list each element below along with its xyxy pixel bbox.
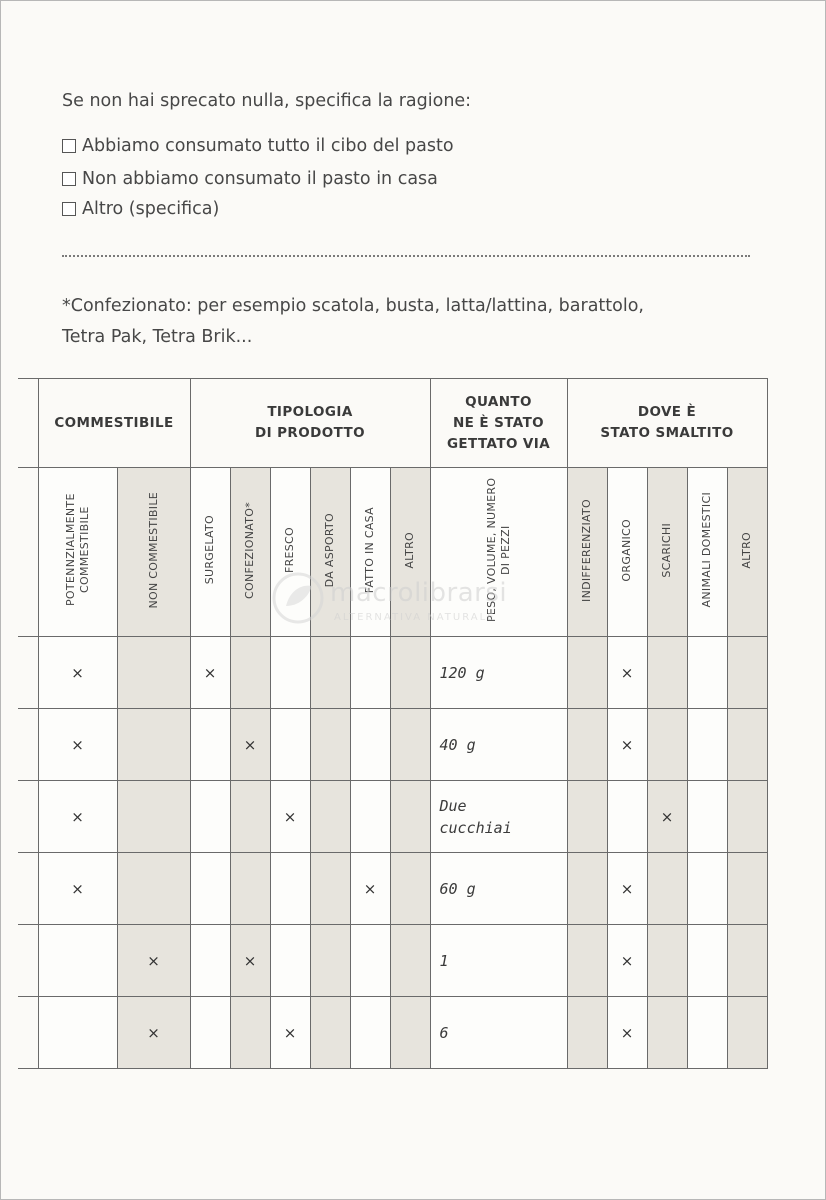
mark-cell[interactable] [117,709,190,781]
footnote-line: *Confezionato: per esempio scatola, busta, latta/lattina, barattolo, [62,296,644,316]
mark-cell[interactable] [567,925,607,997]
mark-cell[interactable] [117,853,190,925]
mark-cell[interactable] [687,853,727,925]
column-header [230,468,270,637]
quantity-cell[interactable] [430,781,567,853]
edge-cell [18,637,38,709]
group-commestibile [38,379,190,468]
mark-cell[interactable]: × [230,709,270,781]
group-dove [567,379,767,468]
group-label: STATO SMALTITO [600,425,734,441]
group-label: GETTATO VIA [446,435,551,452]
quantity-cell[interactable]: 120 g [430,637,567,709]
edge-cell [18,997,38,1069]
checkbox[interactable] [62,172,76,186]
mark-cell[interactable] [647,637,687,709]
option-other[interactable] [62,199,219,219]
mark-cell[interactable] [687,925,727,997]
mark-cell[interactable] [38,997,117,1069]
column-header [430,468,567,637]
mark-cell[interactable]: × [607,925,647,997]
column-label: ORGANICO [620,518,633,582]
mark-cell[interactable]: × [607,853,647,925]
footnote-line: Tetra Pak, Tetra Brik... [62,327,253,347]
mark-cell[interactable]: × [190,637,230,709]
column-label: PESO, VOLUME, NUMERO DI PEZZI [484,477,512,623]
quantity-line: Due [439,796,467,815]
footnote [62,291,762,353]
mark-cell[interactable] [350,709,390,781]
mark-cell[interactable]: × [350,853,390,925]
quantity-cell[interactable]: 6 [430,997,567,1069]
table-row [18,925,767,997]
mark-cell[interactable] [390,853,430,925]
mark-cell[interactable]: × [607,637,647,709]
column-label: NON COMMESTIBILE [146,491,160,609]
mark-cell[interactable] [727,853,767,925]
mark-cell[interactable] [687,781,727,853]
mark-cell[interactable] [727,637,767,709]
mark-cell[interactable]: × [230,925,270,997]
mark-cell[interactable] [727,997,767,1069]
option-not-at-home[interactable] [62,169,438,189]
mark-cell[interactable]: × [270,997,310,1069]
group-label: QUANTO [465,393,532,410]
group-label: NE È STATO [452,414,545,431]
mark-cell[interactable] [567,853,607,925]
mark-cell[interactable] [390,997,430,1069]
column-label: ANIMALI DOMESTICI [700,492,713,608]
edge-cell [18,709,38,781]
quantity-cell[interactable]: 40 g [430,709,567,781]
option-consumed-all[interactable] [62,136,454,156]
column-header [38,468,117,637]
column-header [607,468,647,637]
column-label: DA ASPORTO [323,512,336,588]
mark-cell[interactable] [567,709,607,781]
mark-cell[interactable] [647,925,687,997]
mark-cell[interactable]: × [117,997,190,1069]
group-label: COMMESTIBILE [54,414,174,431]
column-header [727,468,767,637]
table-row [18,997,767,1069]
mark-cell[interactable] [727,925,767,997]
mark-cell[interactable] [310,781,350,853]
mark-cell[interactable] [647,853,687,925]
mark-cell[interactable] [230,997,270,1069]
mark-cell[interactable] [270,709,310,781]
column-label: ALTRO [740,531,753,569]
mark-cell[interactable] [687,637,727,709]
mark-cell[interactable] [687,997,727,1069]
group-tipologia [190,379,430,468]
mark-cell[interactable] [567,997,607,1069]
mark-cell[interactable] [310,853,350,925]
mark-cell[interactable] [117,781,190,853]
group-label: DOVE È [637,404,697,420]
column-label: SURGELATO [203,515,216,585]
quantity-cell[interactable]: 1 [430,925,567,997]
column-header [647,468,687,637]
mark-cell[interactable] [190,781,230,853]
column-label: FATTO IN CASA [363,506,376,594]
mark-cell[interactable]: × [38,853,117,925]
mark-cell[interactable] [117,637,190,709]
group-quanto [430,379,567,468]
edge-cell [18,468,38,637]
mark-cell[interactable] [230,853,270,925]
mark-cell[interactable] [567,637,607,709]
mark-cell[interactable] [270,637,310,709]
mark-cell[interactable] [310,925,350,997]
mark-cell[interactable] [390,925,430,997]
mark-cell[interactable] [38,925,117,997]
column-header [350,468,390,637]
column-label: INDIFFERENZIATO [580,498,593,602]
mark-cell[interactable] [607,781,647,853]
mark-cell[interactable] [647,997,687,1069]
mark-cell[interactable] [190,997,230,1069]
quantity-cell[interactable]: 60 g [430,853,567,925]
mark-cell[interactable]: × [647,781,687,853]
option-label: Abbiamo consumato tutto il cibo del pasto [82,136,454,156]
column-header [190,468,230,637]
column-header [117,468,190,637]
table-row [18,781,767,853]
column-label: CONFEZIONATO* [243,501,256,599]
group-label: TIPOLOGIA [267,404,353,420]
mark-cell[interactable] [350,925,390,997]
edge-cell [18,379,38,468]
quantity-line: cucchiai [439,818,512,837]
column-header [567,468,607,637]
watermark-tagline: ALTERNATIVA NATURALE [334,612,496,623]
mark-cell[interactable] [350,781,390,853]
table-row [18,637,767,709]
mark-cell[interactable]: × [607,709,647,781]
mark-cell[interactable]: × [38,637,117,709]
reason-prompt: Se non hai sprecato nulla, specifica la ragione: [62,91,472,111]
edge-cell [18,853,38,925]
mark-cell[interactable] [190,709,230,781]
mark-cell[interactable] [647,709,687,781]
mark-cell[interactable] [727,709,767,781]
mark-cell[interactable] [390,637,430,709]
checkbox[interactable] [62,139,76,153]
mark-cell[interactable] [310,709,350,781]
mark-cell[interactable] [190,853,230,925]
mark-cell[interactable]: × [38,781,117,853]
edge-cell [18,925,38,997]
mark-cell[interactable]: × [38,709,117,781]
mark-cell[interactable] [567,781,607,853]
mark-cell[interactable] [230,781,270,853]
table-row [18,853,767,925]
mark-cell[interactable]: × [270,781,310,853]
mark-cell[interactable] [390,781,430,853]
watermark-brand: macrolibrarsi [330,578,508,608]
specify-answer-line[interactable] [62,255,750,257]
column-label: SCARICHI [660,522,673,578]
table-row [18,709,767,781]
mark-cell[interactable] [230,637,270,709]
mark-cell[interactable] [350,637,390,709]
edge-cell [18,781,38,853]
mark-cell[interactable] [270,853,310,925]
mark-cell[interactable] [687,709,727,781]
mark-cell[interactable] [390,709,430,781]
mark-cell[interactable] [270,925,310,997]
checkbox[interactable] [62,202,76,216]
column-header [687,468,727,637]
mark-cell[interactable] [190,925,230,997]
mark-cell[interactable] [310,637,350,709]
option-label: Altro (specifica) [82,199,220,219]
mark-cell[interactable]: × [607,997,647,1069]
mark-cell[interactable] [727,781,767,853]
column-header [270,468,310,637]
waste-log-table [18,378,768,1069]
mark-cell[interactable]: × [117,925,190,997]
group-label: DI PRODOTTO [255,425,365,441]
column-header [390,468,430,637]
mark-cell[interactable] [350,997,390,1069]
column-label: FRESCO [283,526,296,574]
column-label: POTENNZIALMENTE COMMESTIBILE [63,493,91,607]
option-label: Non abbiamo consumato il pasto in casa [82,169,438,189]
mark-cell[interactable] [310,997,350,1069]
column-label: ALTRO [403,531,416,569]
column-header [310,468,350,637]
